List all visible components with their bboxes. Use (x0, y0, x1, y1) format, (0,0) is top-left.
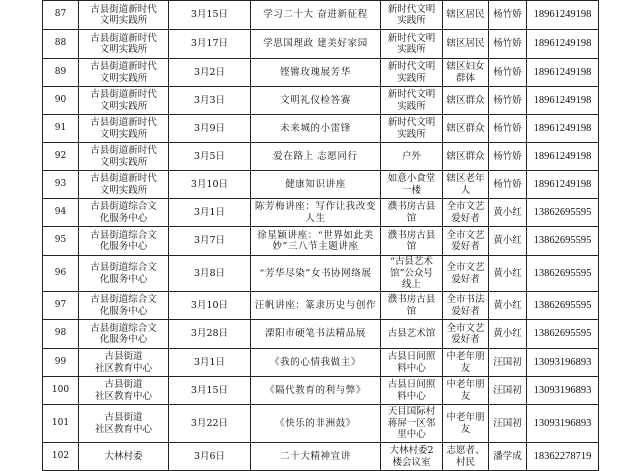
row-number-cell: 100 (43, 377, 79, 405)
contact-person-cell: 黄小红 (489, 320, 527, 349)
table-row (43, 256, 599, 292)
table-row (43, 377, 599, 405)
row-number-cell: 98 (43, 320, 79, 349)
row-number-cell: 89 (43, 59, 79, 87)
table-body (43, 1, 599, 471)
date-cell: 3月10日 (169, 171, 251, 199)
date-cell: 3月1日 (169, 349, 251, 377)
contact-person-cell: 杨竹娇 (489, 59, 527, 87)
table-row (43, 443, 599, 471)
phone-cell: 18961249198 (527, 30, 599, 59)
activity-title-cell: 溧阳市硬笔书法精品展 (251, 320, 381, 349)
venue-cell: 天目国际村 蒋屏一区邻 里中心 (381, 405, 443, 443)
activity-title-cell: 铿锵玫瑰展芳华 (251, 59, 381, 87)
organizer-cell: 古县街道 社区教育中心 (79, 377, 169, 405)
date-cell: 3月5日 (169, 143, 251, 171)
contact-person-cell: 汪国初 (489, 377, 527, 405)
activity-title-cell: 健康知识讲座 (251, 171, 381, 199)
table-row (43, 115, 599, 143)
row-number-cell: 97 (43, 292, 79, 320)
row-number-cell: 93 (43, 171, 79, 199)
contact-person-cell: 黄小红 (489, 292, 527, 320)
row-number-cell: 94 (43, 199, 79, 227)
row-number-cell: 95 (43, 227, 79, 256)
contact-person-cell: 杨竹娇 (489, 30, 527, 59)
audience-cell: 辖区老年 人 (443, 171, 489, 199)
venue-cell: 大林村委2 楼会议室 (381, 443, 443, 471)
audience-cell: 全市文艺 爱好者 (443, 227, 489, 256)
date-cell: 3月9日 (169, 115, 251, 143)
contact-person-cell: 黄小红 (489, 256, 527, 292)
organizer-cell: 古县街道新时代 文明实践所 (79, 30, 169, 59)
phone-cell: 18961249198 (527, 59, 599, 87)
date-cell: 3月2日 (169, 59, 251, 87)
table-row (43, 87, 599, 115)
table-row (43, 1, 599, 30)
venue-cell: 新时代文明 实践所 (381, 115, 443, 143)
organizer-cell: 大林村委 (79, 443, 169, 471)
venue-cell: 户外 (381, 143, 443, 171)
organizer-cell: 古县街道新时代 文明实践所 (79, 171, 169, 199)
date-cell: 3月8日 (169, 256, 251, 292)
row-number-cell: 96 (43, 256, 79, 292)
organizer-cell: 古县街道新时代 文明实践所 (79, 115, 169, 143)
date-cell: 3月7日 (169, 227, 251, 256)
table-row (43, 171, 599, 199)
venue-cell: 新时代文明 实践所 (381, 59, 443, 87)
contact-person-cell: 汪国初 (489, 349, 527, 377)
organizer-cell: 古县街道 社区教育中心 (79, 349, 169, 377)
activity-title-cell: 《隔代教育的利与弊》 (251, 377, 381, 405)
date-cell: 3月3日 (169, 87, 251, 115)
table-row (43, 349, 599, 377)
organizer-cell: 古县街道综合文 化服务中心 (79, 256, 169, 292)
phone-cell: 13093196893 (527, 377, 599, 405)
table-row (43, 199, 599, 227)
organizer-cell: 古县街道综合文 化服务中心 (79, 292, 169, 320)
audience-cell: 中老年朋 友 (443, 349, 489, 377)
date-cell: 3月22日 (169, 405, 251, 443)
activity-schedule-table (42, 0, 599, 471)
audience-cell: 志愿者、 村民 (443, 443, 489, 471)
contact-person-cell: 杨竹娇 (489, 1, 527, 30)
venue-cell: 如意小食堂 一楼 (381, 171, 443, 199)
table-row (43, 59, 599, 87)
phone-cell: 13862695595 (527, 199, 599, 227)
contact-person-cell: 杨竹娇 (489, 87, 527, 115)
organizer-cell: 古县街道新时代 文明实践所 (79, 1, 169, 30)
contact-person-cell: 黄小红 (489, 227, 527, 256)
phone-cell: 13093196893 (527, 405, 599, 443)
audience-cell: 辖区群众 (443, 87, 489, 115)
activity-title-cell: 《快乐的非洲鼓》 (251, 405, 381, 443)
activity-schedule-sheet (42, 0, 599, 471)
activity-title-cell: 文明礼仪检答赛 (251, 87, 381, 115)
venue-cell: 濮书房古县 馆 (381, 292, 443, 320)
audience-cell: 全市书法 爱好者 (443, 292, 489, 320)
venue-cell: 古县日间照 料中心 (381, 349, 443, 377)
date-cell: 3月10日 (169, 292, 251, 320)
date-cell: 3月17日 (169, 30, 251, 59)
phone-cell: 13862695595 (527, 256, 599, 292)
phone-cell: 18961249198 (527, 1, 599, 30)
date-cell: 3月1日 (169, 199, 251, 227)
audience-cell: 全市文艺 爱好者 (443, 199, 489, 227)
audience-cell: 辖区居民 (443, 1, 489, 30)
audience-cell: 辖区妇女 群体 (443, 59, 489, 87)
audience-cell: 中老年朋 友 (443, 405, 489, 443)
activity-title-cell: 汪帆讲座：篆隶历史与创作 (251, 292, 381, 320)
organizer-cell: 古县街道综合文 化服务中心 (79, 199, 169, 227)
phone-cell: 18961249198 (527, 171, 599, 199)
phone-cell: 18362278719 (527, 443, 599, 471)
venue-cell: 新时代文明 实践所 (381, 30, 443, 59)
venue-cell: 古县艺术馆 (381, 320, 443, 349)
row-number-cell: 101 (43, 405, 79, 443)
audience-cell: 全市文艺 爱好者 (443, 320, 489, 349)
table-row (43, 143, 599, 171)
phone-cell: 13093196893 (527, 349, 599, 377)
date-cell: 3月6日 (169, 443, 251, 471)
activity-title-cell: 徐星颖讲座：“世界如此美 妙”三八节主题讲座 (251, 227, 381, 256)
table-row (43, 30, 599, 59)
organizer-cell: 古县街道新时代 文明实践所 (79, 59, 169, 87)
table-row (43, 320, 599, 349)
row-number-cell: 90 (43, 87, 79, 115)
date-cell: 3月15日 (169, 377, 251, 405)
row-number-cell: 99 (43, 349, 79, 377)
row-number-cell: 88 (43, 30, 79, 59)
venue-cell: 濮书房古县 馆 (381, 199, 443, 227)
phone-cell: 18961249198 (527, 87, 599, 115)
activity-title-cell: 二十大精神宣讲 (251, 443, 381, 471)
organizer-cell: 古县街道综合文 化服务中心 (79, 227, 169, 256)
date-cell: 3月28日 (169, 320, 251, 349)
phone-cell: 13862695595 (527, 292, 599, 320)
venue-cell: “古县艺术 馆”公众号 线上 (381, 256, 443, 292)
activity-title-cell: 陈芳梅讲座：写作让我改变 人生 (251, 199, 381, 227)
contact-person-cell: 汪国初 (489, 405, 527, 443)
activity-title-cell: 未来城的小雷锋 (251, 115, 381, 143)
audience-cell: 中老年朋 友 (443, 377, 489, 405)
activity-title-cell: 学思国理政 建美好家园 (251, 30, 381, 59)
audience-cell: 辖区居民 (443, 30, 489, 59)
row-number-cell: 91 (43, 115, 79, 143)
row-number-cell: 102 (43, 443, 79, 471)
venue-cell: 新时代文明 实践所 (381, 87, 443, 115)
contact-person-cell: 黄小红 (489, 199, 527, 227)
row-number-cell: 87 (43, 1, 79, 30)
table-row (43, 227, 599, 256)
activity-title-cell: “芳华尽染”女书协网络展 (251, 256, 381, 292)
phone-cell: 18961249198 (527, 143, 599, 171)
audience-cell: 全市文艺 爱好者 (443, 256, 489, 292)
activity-title-cell: 学习二十大 奋进新征程 (251, 1, 381, 30)
table-row (43, 292, 599, 320)
phone-cell: 13862695595 (527, 227, 599, 256)
venue-cell: 濮书房古县 馆 (381, 227, 443, 256)
organizer-cell: 古县街道新时代 文明实践所 (79, 143, 169, 171)
table-row (43, 405, 599, 443)
contact-person-cell: 杨竹娇 (489, 143, 527, 171)
row-number-cell: 92 (43, 143, 79, 171)
contact-person-cell: 潘学成 (489, 443, 527, 471)
contact-person-cell: 杨竹娇 (489, 171, 527, 199)
audience-cell: 辖区群众 (443, 143, 489, 171)
venue-cell: 古县日间照 料中心 (381, 377, 443, 405)
activity-title-cell: 爱在路上 志愿同行 (251, 143, 381, 171)
organizer-cell: 古县街道 社区教育中心 (79, 405, 169, 443)
activity-title-cell: 《我的心情我做主》 (251, 349, 381, 377)
date-cell: 3月15日 (169, 1, 251, 30)
venue-cell: 新时代文明 实践所 (381, 1, 443, 30)
contact-person-cell: 杨竹娇 (489, 115, 527, 143)
organizer-cell: 古县街道新时代 文明实践所 (79, 87, 169, 115)
organizer-cell: 古县街道综合文 化服务中心 (79, 320, 169, 349)
phone-cell: 18961249198 (527, 115, 599, 143)
audience-cell: 辖区群众 (443, 115, 489, 143)
phone-cell: 13862695595 (527, 320, 599, 349)
